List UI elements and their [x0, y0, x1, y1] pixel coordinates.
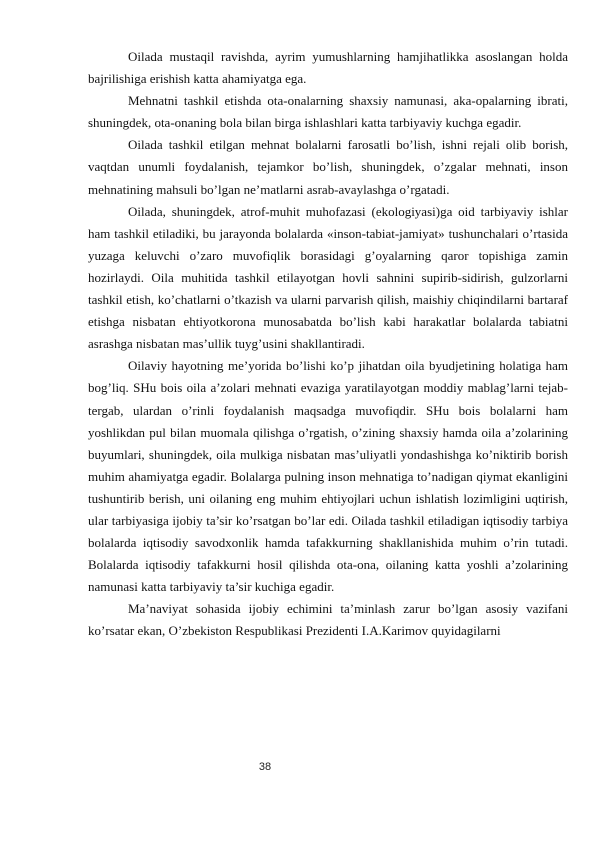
paragraph: Ma’naviyat sohasida ijobiy echimini ta’minlash zarur bo’lgan asosiy vazifani ko’rsatar ekan, O’zbekiston Respublikasi Prezidenti I.A.Karimov quyidagilarni [88, 601, 568, 639]
paragraph: Mehnatni tashkil etishda ota-onalarning shaxsiy namunasi, aka-opalarning ibrati, shuningdek, ota-onaning bola bilan birga ishlashlari katta tarbiyaviy kuchga egadir. [88, 93, 568, 131]
paragraph: Oilada mustaqil ravishda, ayrim yumushlarning hamjihatlikka asoslangan holda bajrilishiga erishish katta ahamiyatga ega. [88, 49, 568, 87]
page-number: 38 [258, 761, 272, 773]
paragraph: Oilaviy hayotning me’yorida bo’lishi ko’p jihatdan oila byudjetining holatiga ham bog’liq. SHu bois oila a’zolari mehnati evaziga yaratilayotgan moddiy mablag’larni tejab-tergab, ulardan o’rinli foydalanish maqsadga muvofiqdir. SHu bois bolalarni ham yoshlikdan pul bilan muomala qilishga o’rgatish, o’zining shaxsiy hamda oila a’zolarining buyumlari, shuningdek, oila mulkiga nisbatan mas’uliyatli yondashishga ko’niktirib borish muhim ahamiyatga egadir. Bolalarga pulning inson mehnatiga to’nadigan qiymat ekanligini tushuntirib berish, uni oilaning eng muhim ehtiyojlari uchun ishlatish lozimligini uqtirish, ular tarbiyasiga ijobiy ta’sir ko’rsatgan bo’lar edi. Oilada tashkil etiladigan iqtisodiy tarbiya bolalarda iqtisodiy savodxonlik hamda tafakkurning shakllanishida muhim o’rin tutadi. Bolalarda iqtisodiy tafakkurni hosil qilishda ota-ona, oilaning katta yoshli a’zolarining namunasi katta tarbiyaviy ta’sir kuchiga egadir. [88, 358, 568, 595]
document-body [88, 46, 568, 643]
paragraph: Oilada tashkil etilgan mehnat bolalarni farosatli bo’lish, ishni rejali olib borish, vaqtdan unumli foydalanish, tejamkor bo’lish, shuningdek, o’zgalar mehnati, inson mehnatining mahsuli bo’lgan ne’matlarni asrab-avaylashga o’rgatadi. [88, 137, 568, 197]
paragraph: Oilada, shuningdek, atrof-muhit muhofazasi (ekologiyasi)ga oid tarbiyaviy ishlar ham tashkil etiladiki, bu jarayonda bolalarda «inson-tabiat-jamiyat» tushunchalari o’rtasida yuzaga keluvchi o’zaro muvofiqlik borasidagi g’oyalarning qaror topishiga zamin hozirlaydi. Oila muhitida tashkil etilayotgan hovli sahnini supirib-sidirish, gulzorlarni tashkil etish, ko’chatlarni o’tkazish va ularni parvarish qilish, maishiy chiqindilarni bartaraf etishga nisbatan ehtiyotkorona munosabatda bo’lish kabi harakatlar bolalarda tabiatni asrashga nisbatan mas’ullik tuyg’usini shakllantiradi. [88, 203, 568, 352]
